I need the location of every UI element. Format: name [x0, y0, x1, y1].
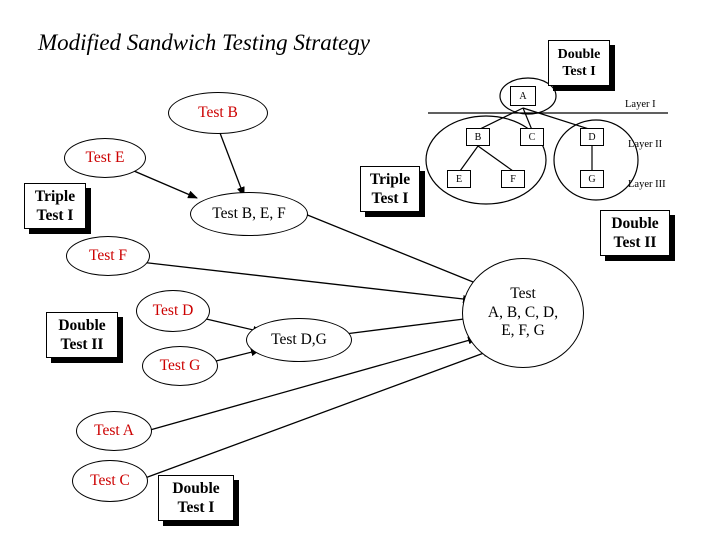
module-a-label: A [519, 90, 527, 102]
arrow-test-bef-to-test-all [305, 214, 483, 286]
module-b [466, 128, 490, 146]
module-f [501, 170, 525, 188]
triple-test-left-line2: Test I [36, 207, 74, 224]
triple-test-mid-line2: Test I [371, 190, 409, 207]
edge-a-d [523, 108, 592, 130]
double-test-bottom-line2: Test I [177, 499, 215, 516]
test-e-ellipse [64, 138, 146, 178]
double-test-left-line2: Test II [60, 336, 104, 353]
test-dg-label: Test D,G [271, 331, 327, 349]
edge-b-e [460, 146, 478, 171]
module-c [520, 128, 544, 146]
test-all-label-line1: Test [510, 285, 536, 303]
triple-test-mid-line1: Triple [369, 170, 411, 188]
module-e-label: E [455, 173, 463, 185]
test-d-ellipse [136, 290, 210, 332]
test-all-ellipse [462, 258, 584, 368]
test-c-label: Test C [90, 472, 130, 490]
test-e-label: Test E [85, 149, 125, 167]
test-f-label: Test F [88, 247, 128, 265]
module-g [580, 170, 604, 188]
test-a-ellipse [76, 411, 152, 451]
test-c-ellipse [72, 460, 148, 502]
arrow-test-dg-to-test-all [345, 318, 472, 334]
test-a-label: Test A [94, 422, 134, 440]
double-test-right-box [600, 210, 670, 256]
test-d-label: Test D [152, 302, 194, 320]
test-b-label: Test B [198, 104, 238, 122]
layer-ii-label: Layer II [628, 139, 663, 150]
test-g-label: Test G [159, 357, 201, 375]
layer-i-label: Layer I [625, 99, 656, 110]
module-g-label: G [588, 173, 596, 185]
test-all-label-line3: E, F, G [501, 322, 545, 340]
test-g-ellipse [142, 346, 218, 386]
triple-test-left-line1: Triple [34, 187, 76, 205]
test-bef-ellipse [190, 192, 308, 236]
edge-a-b [478, 108, 523, 130]
layer-iii-label: Layer III [628, 179, 666, 190]
arrow-test-b-to-test-bef [220, 133, 244, 196]
double-test-right-line1: Double [611, 214, 659, 232]
triple-test-left-box [24, 183, 86, 229]
double-test-left-line1: Double [58, 316, 106, 334]
module-e [447, 170, 471, 188]
module-b-label: B [474, 131, 482, 143]
double-test-top-box [548, 40, 610, 86]
edge-b-f [478, 146, 513, 171]
double-test-left-box [46, 312, 118, 358]
triple-test-mid-box [360, 166, 420, 212]
module-a [510, 86, 536, 106]
double-test-bottom-box [158, 475, 234, 521]
module-d-label: D [588, 131, 596, 143]
double-test-top-line1: Double [557, 46, 601, 62]
test-all-label-line2: A, B, C, D, [487, 303, 559, 321]
double-test-right-line2: Test II [613, 234, 657, 251]
test-f-ellipse [66, 236, 150, 276]
test-b-ellipse [168, 92, 268, 134]
test-bef-label: Test B, E, F [212, 205, 286, 223]
arrow-test-g-to-test-dg [212, 350, 260, 362]
page-title: Modified Sandwich Testing Strategy [38, 30, 370, 55]
test-dg-ellipse [246, 318, 352, 362]
module-d [580, 128, 604, 146]
double-test-top-line2: Test I [562, 64, 596, 79]
module-c-label: C [528, 131, 536, 143]
module-f-label: F [510, 173, 516, 185]
double-test-bottom-line1: Double [172, 479, 220, 497]
